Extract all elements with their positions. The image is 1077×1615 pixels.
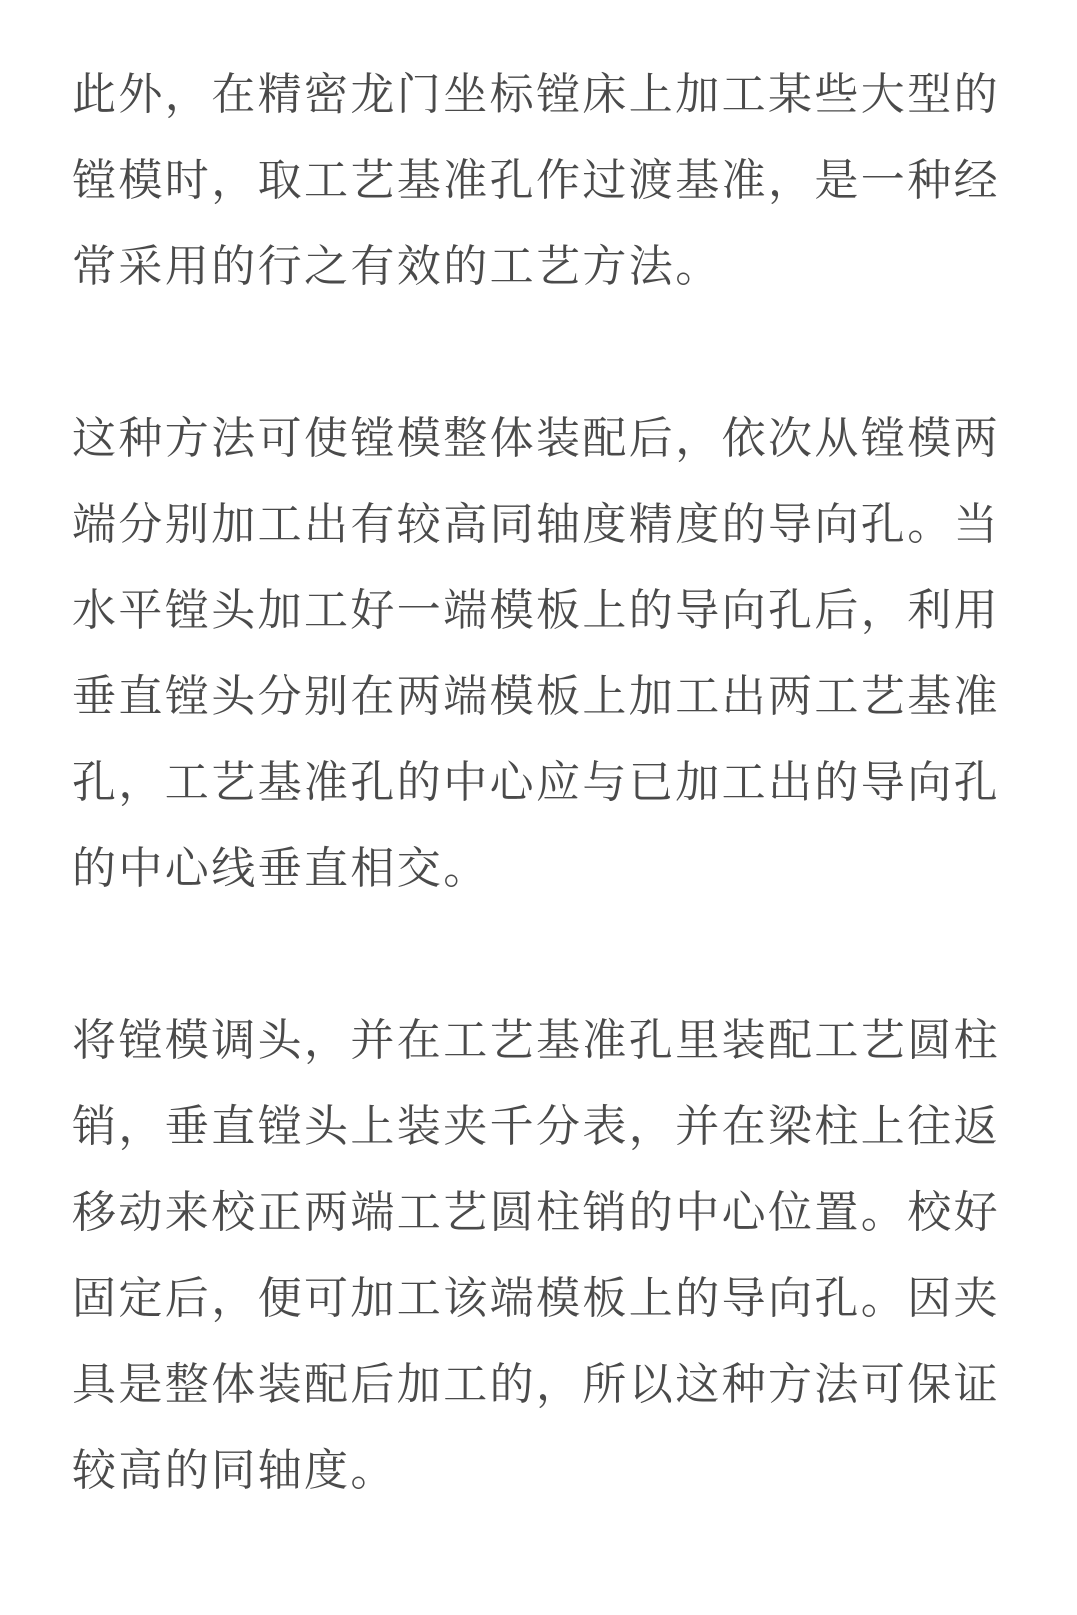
paragraph-line: 固定后，便可加工该端模板上的导向孔。因夹 <box>72 1273 1000 1324</box>
paragraph-line: 这种方法可使镗模整体装配后，依次从镗模两 <box>72 413 1000 464</box>
paragraph-line: 较高的同轴度。 <box>72 1445 397 1496</box>
paragraph-line: 端分别加工出有较高同轴度精度的导向孔。当 <box>72 499 1000 550</box>
paragraph-line: 具是整体装配后加工的，所以这种方法可保证 <box>72 1359 1000 1410</box>
paragraph-line: 销，垂直镗头上装夹千分表，并在梁柱上往返 <box>72 1101 1000 1152</box>
paragraph-line: 移动来校正两端工艺圆柱销的中心位置。校好 <box>72 1187 1000 1238</box>
article-body <box>72 52 1000 1514</box>
paragraph-line: 镗模时，取工艺基准孔作过渡基准，是一种经 <box>72 155 1000 206</box>
paragraph-line: 将镗模调头，并在工艺基准孔里装配工艺圆柱 <box>72 1015 1000 1066</box>
paragraph-3 <box>72 998 1000 1514</box>
paragraph-line: 此外，在精密龙门坐标镗床上加工某些大型的 <box>72 69 1000 120</box>
paragraph-line: 孔，工艺基准孔的中心应与已加工出的导向孔 <box>72 757 1000 808</box>
paragraph-1 <box>72 52 1000 310</box>
paragraph-line: 垂直镗头分别在两端模板上加工出两工艺基准 <box>72 671 1000 722</box>
paragraph-line: 水平镗头加工好一端模板上的导向孔后，利用 <box>72 585 1000 636</box>
paragraph-line: 常采用的行之有效的工艺方法。 <box>72 241 722 292</box>
paragraph-2 <box>72 396 1000 912</box>
paragraph-line: 的中心线垂直相交。 <box>72 843 490 894</box>
